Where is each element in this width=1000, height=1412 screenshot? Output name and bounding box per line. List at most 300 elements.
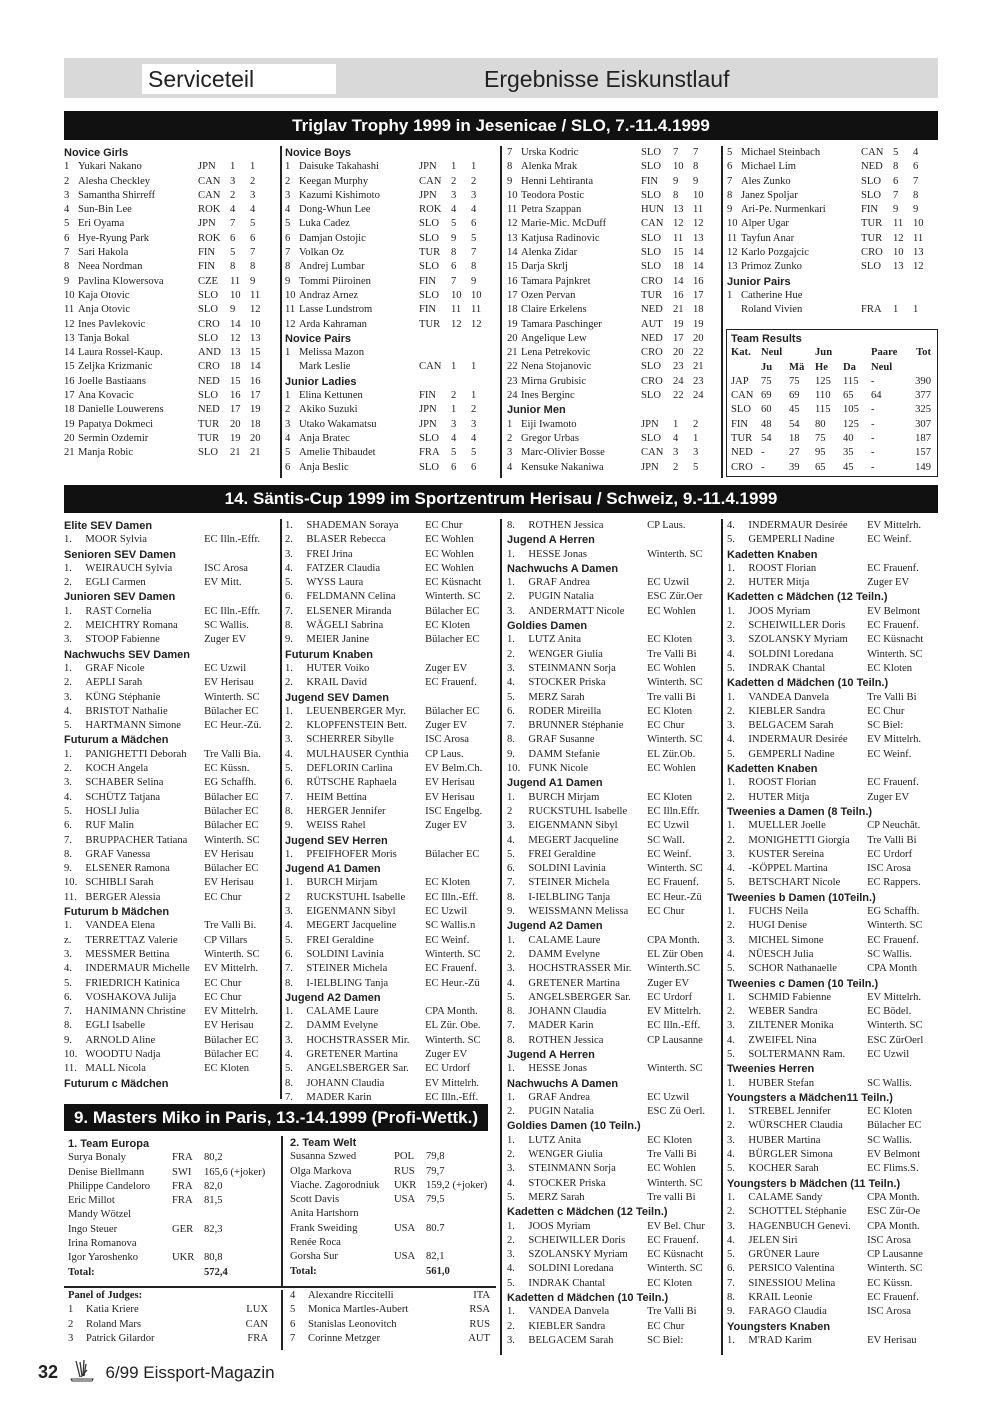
result-row xyxy=(727,533,941,547)
masters-title-bar: 9. Masters Miko in Paris, 13.-14.1999 (Profi-Wettk.) xyxy=(64,1104,488,1131)
skater-name: MULHAUSER Cynthia xyxy=(306,748,409,760)
country: TUR xyxy=(861,218,883,230)
country: NED xyxy=(198,404,220,416)
skater-name: Marie-Mic. McDuff xyxy=(521,218,607,230)
rank: 1. xyxy=(285,520,293,531)
score-1: 9 xyxy=(230,304,236,316)
score-2: 6 xyxy=(471,461,477,473)
score-2: 10 xyxy=(471,289,482,301)
result-row xyxy=(727,748,941,762)
club: EV Mitt. xyxy=(204,577,242,589)
score: 82,0 xyxy=(204,1180,223,1192)
score-1: 9 xyxy=(451,232,457,244)
rank: 7. xyxy=(727,1277,735,1289)
club: Bülacher EC xyxy=(425,605,480,617)
skater-name: JOOS Myriam xyxy=(528,1220,591,1232)
result-row xyxy=(727,1105,941,1119)
result-row xyxy=(64,332,276,346)
skater-name: PERSICO Valentina xyxy=(748,1263,835,1275)
rank: 5. xyxy=(285,763,293,775)
skater-name: Ari-Pe. Nurmenkari xyxy=(741,204,826,216)
skater-name: SCHEIWILLER Doris xyxy=(748,620,846,632)
country: SLO xyxy=(641,432,662,444)
score-2: 15 xyxy=(250,347,261,359)
club: EL Zür. Obe. xyxy=(425,1020,481,1032)
rank: 7 xyxy=(64,247,70,259)
club: EG Schaffh. xyxy=(867,906,920,918)
club: ESC Zür-Oe xyxy=(867,1206,921,1218)
skater-name: ROTHEN Jessica xyxy=(528,1034,604,1046)
result-row xyxy=(285,676,499,690)
country: CZE xyxy=(198,275,219,287)
club: Winterth. SC xyxy=(647,548,703,560)
rank: 3. xyxy=(64,777,72,789)
skater-name: ZWEIFEL Nina xyxy=(748,1034,817,1046)
skater-name: Philippe Candeloro xyxy=(68,1180,151,1192)
club: EL Zür.Ob. xyxy=(647,748,696,760)
section-label: Serviceteil xyxy=(142,64,336,94)
skater-name: Karlo Pozgajcic xyxy=(741,247,809,259)
skater-name: Hye-Ryung Park xyxy=(78,232,150,244)
rank: 3. xyxy=(507,820,515,832)
triglav-title-bar: Triglav Trophy 1999 in Jesenicae / SLO, 7.-11.4.1999 xyxy=(64,111,938,140)
result-row xyxy=(507,1062,721,1076)
rank: 10 xyxy=(285,289,296,301)
result-row xyxy=(507,289,719,303)
category-heading: Futurum Knaben xyxy=(285,648,373,661)
club: Bülacher EC xyxy=(425,634,480,646)
club: Winterth. SC xyxy=(647,1063,703,1075)
score-2: 11 xyxy=(471,304,482,316)
result-row xyxy=(64,934,278,948)
club: EC Illn.-Eff. xyxy=(425,891,479,903)
rank: 4 xyxy=(285,432,291,444)
club: EC Wohlen xyxy=(647,763,696,775)
result-row xyxy=(64,662,278,676)
club: ISC Arosa xyxy=(867,863,911,875)
category-heading: Junior Pairs xyxy=(727,275,791,288)
team-cell: 157 xyxy=(915,447,931,459)
team-member-row xyxy=(68,1194,273,1208)
rank: 14 xyxy=(507,247,518,259)
rank: 12 xyxy=(727,247,738,259)
result-row xyxy=(507,962,721,976)
club: EV Herisau xyxy=(204,1020,254,1032)
score-2: 5 xyxy=(471,447,477,459)
rank: z. xyxy=(64,934,72,946)
rank: 11 xyxy=(64,304,75,316)
skater-name: ZILTENER Monika xyxy=(748,1020,834,1032)
result-row xyxy=(507,303,719,317)
skater-name: Teodora Postic xyxy=(521,189,585,201)
rank: 8. xyxy=(507,891,515,903)
team-results-row xyxy=(731,389,933,403)
rank: 1. xyxy=(285,877,293,889)
rank: 18 xyxy=(64,404,75,416)
rank: 9 xyxy=(507,175,513,187)
club: EC Frauenf. xyxy=(867,562,919,574)
result-row xyxy=(285,403,497,417)
skater-name: Nena Stojanovic xyxy=(521,361,592,373)
skater-name: Anja Otovic xyxy=(78,304,131,316)
result-row xyxy=(727,1220,941,1234)
score-2: 1 xyxy=(471,161,477,173)
score: 79,5 xyxy=(426,1194,445,1206)
country: FIN xyxy=(419,304,437,316)
score-2: 12 xyxy=(471,318,482,330)
result-row xyxy=(507,332,719,346)
score-1: 11 xyxy=(230,275,241,287)
skater-name: SOLTERMANN Ram. xyxy=(748,1048,846,1060)
result-row xyxy=(507,360,719,374)
skater-name: MERZ Sarah xyxy=(528,691,585,703)
result-row xyxy=(507,762,721,776)
score-2: 4 xyxy=(471,432,477,444)
score-2: 6 xyxy=(250,232,256,244)
team-cell: 45 xyxy=(789,404,800,416)
rank: 4. xyxy=(507,977,515,989)
club: CP Villars xyxy=(204,934,248,946)
team-cell: 377 xyxy=(915,390,931,402)
score-1: 6 xyxy=(230,232,236,244)
result-row xyxy=(507,146,719,160)
skater-name: RAST Cornelia xyxy=(85,605,152,617)
judge-country: RSA xyxy=(469,1304,490,1316)
country: JPN xyxy=(419,404,437,416)
team-member-row xyxy=(68,1166,273,1180)
skater-name: JOOS Myriam xyxy=(748,605,811,617)
rank: 16 xyxy=(507,275,518,287)
result-row xyxy=(285,619,499,633)
club: EV Herisau xyxy=(867,1334,917,1346)
country: FIN xyxy=(641,175,659,187)
skater-name: MONIGHETTI Giorgia xyxy=(748,834,850,846)
skater-name: Primoz Zunko xyxy=(741,261,802,273)
category-heading: Futurum a Mädchen xyxy=(64,734,169,747)
team-cell: 125 xyxy=(815,375,831,387)
page-title: Ergebnisse Eiskunstlauf xyxy=(484,66,730,92)
club: EC Weinf. xyxy=(867,534,912,546)
country: FIN xyxy=(419,275,437,287)
club: EC Rappers. xyxy=(867,877,921,889)
club: Zuger EV xyxy=(867,791,910,803)
judge-name: Patrick Gilardor xyxy=(86,1332,155,1344)
country: UKR xyxy=(394,1179,417,1191)
team-results-row xyxy=(731,446,933,460)
result-row xyxy=(507,1277,721,1291)
result-row xyxy=(507,1220,721,1234)
result-row xyxy=(64,217,276,231)
result-row xyxy=(285,662,499,676)
category-heading: Novice Girls xyxy=(64,147,129,159)
result-row xyxy=(507,418,719,432)
skater-name: BELGACEM Sarah xyxy=(528,1334,614,1346)
skater-name: Alenka Mrak xyxy=(521,161,578,173)
team-member-row xyxy=(290,1165,500,1179)
club: EV Belmont xyxy=(867,605,921,617)
result-row xyxy=(64,962,278,976)
result-row xyxy=(285,962,499,976)
result-row xyxy=(507,791,721,805)
team-cell: - xyxy=(871,375,875,387)
skater-name: HUTER Mitja xyxy=(748,577,810,589)
result-row xyxy=(64,260,276,274)
category-heading: Senioren SEV Damen xyxy=(64,548,176,561)
country: FRA xyxy=(419,447,440,459)
skater-name: Marc-Olivier Bosse xyxy=(521,447,605,459)
club: CP Lausanne xyxy=(867,1249,923,1261)
category-heading: Jugend A1 Damen xyxy=(507,777,603,790)
column-divider xyxy=(721,519,723,1355)
triglav-column-2 xyxy=(285,146,497,475)
result-row xyxy=(64,619,278,633)
triglav-column-4 xyxy=(727,146,939,318)
result-row xyxy=(64,403,276,417)
result-row xyxy=(285,461,497,475)
club: EC Heur.-Zü xyxy=(425,977,480,989)
skater-name: Roland Vivien xyxy=(741,304,803,316)
rank: 2. xyxy=(727,705,735,717)
result-row xyxy=(507,648,721,662)
result-row xyxy=(727,834,941,848)
team-cell xyxy=(843,346,871,360)
score-2: 3 xyxy=(250,189,256,201)
rank: 7 xyxy=(507,147,513,158)
result-row xyxy=(507,189,719,203)
rank: 2. xyxy=(64,763,72,775)
rank: 8. xyxy=(727,1292,735,1304)
score: 159,2 (+joker) xyxy=(426,1179,488,1191)
result-row xyxy=(507,1262,721,1276)
skater-name: NÜESCH Julia xyxy=(748,948,814,960)
rank: 1. xyxy=(727,1191,735,1203)
skater-name: Daisuke Takahashi xyxy=(299,161,379,173)
result-row xyxy=(64,360,276,374)
judge-country: CAN xyxy=(245,1318,268,1330)
rank: 3. xyxy=(727,1134,735,1146)
skater-name: Samantha Shirreff xyxy=(78,189,156,201)
rank: 3. xyxy=(507,662,515,674)
skater-name: SCHMID Fabienne xyxy=(748,991,832,1003)
result-row xyxy=(64,246,276,260)
result-row xyxy=(507,705,721,719)
judges-right xyxy=(290,1289,492,1346)
rank: 4 xyxy=(507,461,513,473)
skater-name: ROOST Florian xyxy=(748,562,817,574)
skater-name: MEGERT Jacqueline xyxy=(306,920,397,932)
skater-logo-icon xyxy=(67,1358,97,1384)
rank: 3. xyxy=(727,1220,735,1232)
result-row xyxy=(285,934,499,948)
skater-name: WOODTU Nadja xyxy=(85,1048,161,1060)
score-2: 2 xyxy=(250,175,256,187)
rank: 4. xyxy=(507,1263,515,1275)
club: EC Kloten xyxy=(647,705,693,717)
category-heading: Novice Pairs xyxy=(285,332,352,345)
result-row xyxy=(285,548,499,562)
skater-name: WÄGELI Sabrina xyxy=(306,620,384,632)
team-cell: 105 xyxy=(843,404,859,416)
result-row xyxy=(285,160,497,174)
result-row xyxy=(64,691,278,705)
result-row xyxy=(285,346,497,360)
result-row xyxy=(507,203,719,217)
rank: 8. xyxy=(507,1034,515,1046)
country: TUR xyxy=(861,232,883,244)
result-row xyxy=(285,819,499,833)
rank: 8 xyxy=(285,261,291,273)
triglav-column-1 xyxy=(64,146,276,461)
skater-name: Utako Wakamatsu xyxy=(299,418,377,430)
club: Winterth. SC xyxy=(867,648,923,660)
score-1: 18 xyxy=(673,261,684,273)
result-row xyxy=(285,633,499,647)
result-row xyxy=(507,834,721,848)
skater-name: BURCH Mirjam xyxy=(528,791,600,803)
judge-number: 3 xyxy=(68,1332,74,1344)
skater-name: KRAIL Leonie xyxy=(748,1292,813,1304)
team-member-row xyxy=(68,1180,273,1194)
team-cell: - xyxy=(761,447,765,459)
category-heading: Futurum b Mädchen xyxy=(64,906,170,919)
rank: 6. xyxy=(727,1263,735,1275)
score-2: 8 xyxy=(693,161,699,173)
rank: 6 xyxy=(285,461,291,473)
skater-name: GRÜNER Laure xyxy=(748,1249,820,1261)
score-2: 3 xyxy=(471,189,477,201)
rank: 11. xyxy=(64,1063,77,1075)
skater-name: GRAF Susanne xyxy=(528,734,595,746)
result-row xyxy=(64,576,278,590)
score-1: 13 xyxy=(673,204,684,216)
skater-name: Tanja Bokal xyxy=(78,332,130,344)
score-1: 4 xyxy=(451,432,457,444)
result-row xyxy=(507,819,721,833)
result-row xyxy=(507,748,721,762)
rank: 3. xyxy=(727,1020,735,1032)
skater-name: Irina Romanova xyxy=(68,1238,137,1250)
result-row xyxy=(507,934,721,948)
result-row xyxy=(727,1305,941,1319)
score-1: 10 xyxy=(230,289,241,301)
country: JPN xyxy=(419,418,437,430)
rank: 3. xyxy=(507,1334,515,1346)
category-heading: Junior Ladies xyxy=(285,375,357,388)
result-row xyxy=(507,1019,721,1033)
score-1: 10 xyxy=(451,289,462,301)
rank: 6 xyxy=(64,232,70,244)
result-row xyxy=(64,948,278,962)
skater-name: Angelique Lew xyxy=(521,332,587,344)
rank: 3. xyxy=(507,605,515,617)
skater-name: Yukari Nakano xyxy=(78,161,142,173)
rank: 10. xyxy=(507,763,521,775)
club: Winterth. SC xyxy=(647,734,703,746)
skater-name: GRAF Nicole xyxy=(85,662,145,674)
skater-name: BRUNNER Stéphanie xyxy=(528,720,624,732)
result-row xyxy=(285,562,499,576)
result-row xyxy=(64,719,278,733)
skater-name: Tamara Paschinger xyxy=(521,318,602,330)
skater-name: Surya Bonaly xyxy=(68,1152,126,1164)
judge-country: ITA xyxy=(473,1290,490,1301)
score-1: 5 xyxy=(893,147,899,158)
score-1: 15 xyxy=(673,247,684,259)
country: AUT xyxy=(641,318,663,330)
score-1: 22 xyxy=(673,390,684,402)
score-1: 12 xyxy=(893,232,904,244)
skater-name: HOSLI Julia xyxy=(85,805,140,817)
rank: 21 xyxy=(64,447,75,459)
club: EV Herisau xyxy=(204,677,254,689)
club: EC Kloten xyxy=(425,620,471,632)
rank: 10. xyxy=(64,877,78,889)
result-row xyxy=(507,590,721,604)
result-row xyxy=(64,446,276,460)
team-member-row xyxy=(68,1237,273,1251)
column-divider xyxy=(500,146,502,478)
team-cell: 35 xyxy=(843,447,854,459)
club: Bülacher EC xyxy=(425,705,480,717)
result-row xyxy=(727,934,941,948)
skater-name: CALAME Sandy xyxy=(748,1191,823,1203)
judge-name: Roland Mars xyxy=(86,1318,142,1330)
club: EC Wohlen xyxy=(647,1163,696,1175)
result-row xyxy=(507,432,719,446)
country: SLO xyxy=(198,332,219,344)
skater-name: Frank Sweiding xyxy=(290,1222,358,1234)
skater-name: Dong-Whun Lee xyxy=(299,204,371,216)
score: 80.7 xyxy=(426,1222,445,1234)
skater-name: Lena Petrekovic xyxy=(521,347,591,359)
skater-name: Kaja Otovic xyxy=(78,289,130,301)
skater-name: Michael Lim xyxy=(741,161,797,173)
rank: 6. xyxy=(285,591,293,603)
team-cell: Neul xyxy=(871,361,893,373)
result-row xyxy=(507,805,721,819)
rank: 4 xyxy=(64,204,70,216)
score-1: 3 xyxy=(230,175,236,187)
skater-name: Eric Millot xyxy=(68,1195,115,1207)
score-2: 7 xyxy=(693,147,699,158)
skater-name: Damjan Ostojic xyxy=(299,232,366,244)
divider-line xyxy=(64,1286,496,1288)
club: EC Uzwil xyxy=(647,820,690,832)
result-row xyxy=(727,1277,941,1291)
team-results-title: Team Results xyxy=(731,333,802,345)
country: TUR xyxy=(419,247,441,259)
result-row xyxy=(507,605,721,619)
category-heading: Jugend SEV Herren xyxy=(285,834,388,847)
club: Tre Valli Bi. xyxy=(204,920,257,932)
result-row xyxy=(285,848,499,862)
rank: 3 xyxy=(285,418,291,430)
club: EC Weinf. xyxy=(647,848,692,860)
result-row xyxy=(64,991,278,1005)
score-1: 5 xyxy=(451,447,457,459)
club: Bülacher EC xyxy=(425,848,480,860)
category-heading: Tweenies Herren xyxy=(727,1063,815,1076)
team-cell: 125 xyxy=(843,418,859,430)
judge-country: AUT xyxy=(468,1332,490,1344)
country: SWI xyxy=(172,1166,192,1178)
skater-name: SCHOR Nathanaelle xyxy=(748,963,837,975)
rank: 1. xyxy=(727,562,735,574)
team-cell: 75 xyxy=(815,433,826,445)
club: EL Zür Oben xyxy=(647,948,704,960)
country: HUN xyxy=(641,204,664,216)
result-row xyxy=(285,977,499,991)
